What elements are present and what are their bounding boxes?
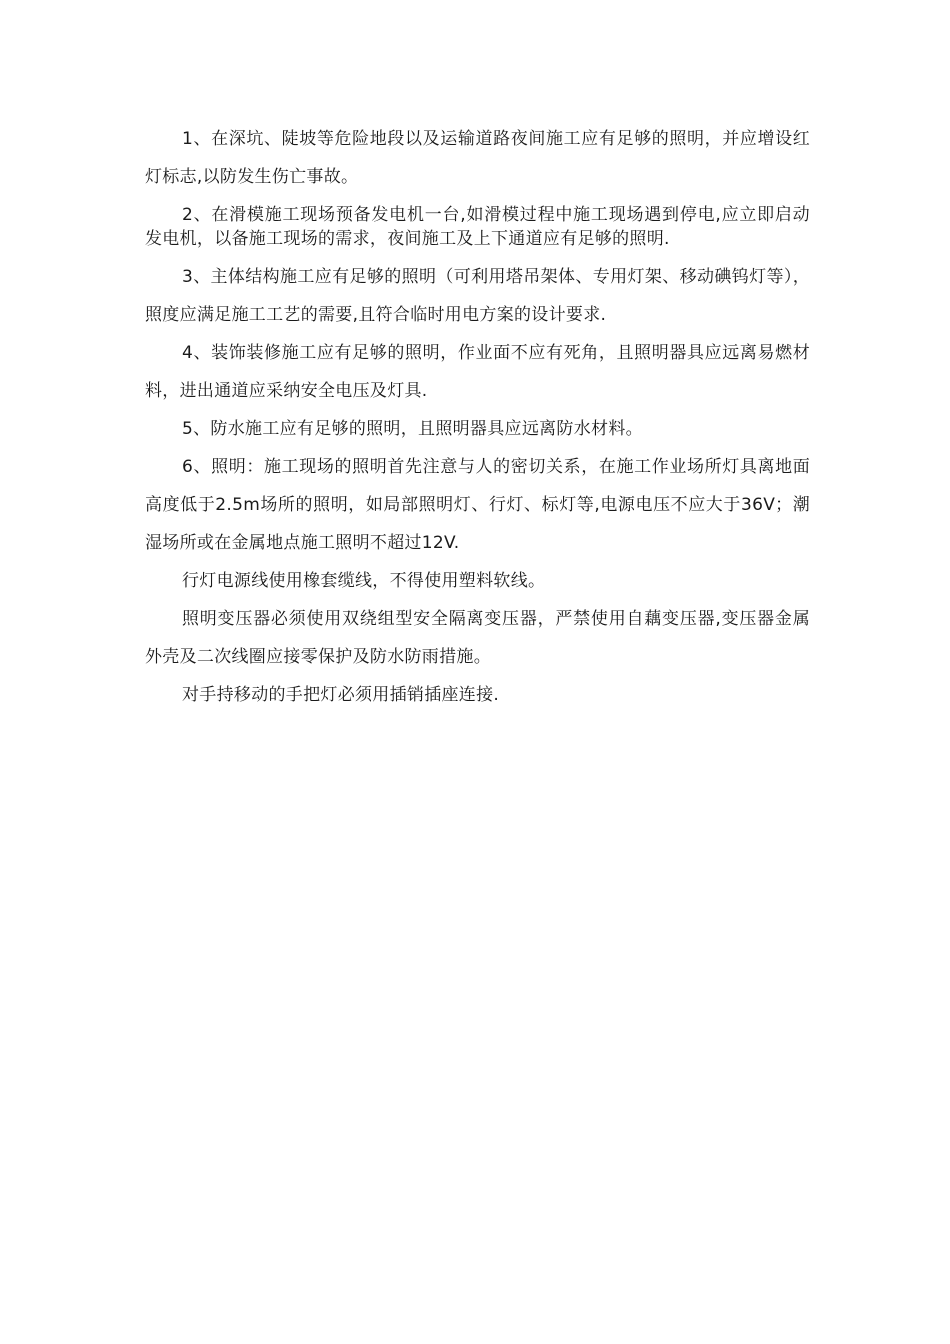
paragraph-4: 4、装饰装修施工应有足够的照明，作业面不应有死角，且照明器具应远离易燃材料，进出通道应采纳安全电压及灯具. [145, 343, 810, 401]
paragraph-2: 2、在滑模施工现场预备发电机一台,如滑模过程中施工现场遇到停电,应立即启动发电机，以备施工现场的需求，夜间施工及上下通道应有足够的照明. [145, 205, 810, 249]
paragraph-7: 行灯电源线使用橡套缆线，不得使用塑料软线。 [182, 571, 546, 591]
paragraph-8: 照明变压器必须使用双绕组型安全隔离变压器，严禁使用自藕变压器,变压器金属外壳及二次线圈应接零保护及防水防雨措施。 [145, 609, 810, 667]
paragraph-1: 1、在深坑、陡坡等危险地段以及运输道路夜间施工应有足够的照明，并应增设红灯标志,以防发生伤亡事故。 [145, 129, 810, 187]
paragraph-6: 6、照明：施工现场的照明首先注意与人的密切关系，在施工作业场所灯具离地面高度低于2.5m场所的照明，如局部照明灯、行灯、标灯等,电源电压不应大于36V；潮湿场所或在金属地点施工照明不超过12V. [145, 457, 810, 553]
paragraph-3: 3、主体结构施工应有足够的照明（可利用塔吊架体、专用灯架、移动碘钨灯等），照度应满足施工工艺的需要,且符合临时用电方案的设计要求. [145, 267, 810, 325]
paragraph-5: 5、防水施工应有足够的照明，且照明器具应远离防水材料。 [182, 419, 643, 439]
paragraph-9: 对手持移动的手把灯必须用插销插座连接. [182, 685, 500, 705]
document-body [145, 120, 810, 714]
